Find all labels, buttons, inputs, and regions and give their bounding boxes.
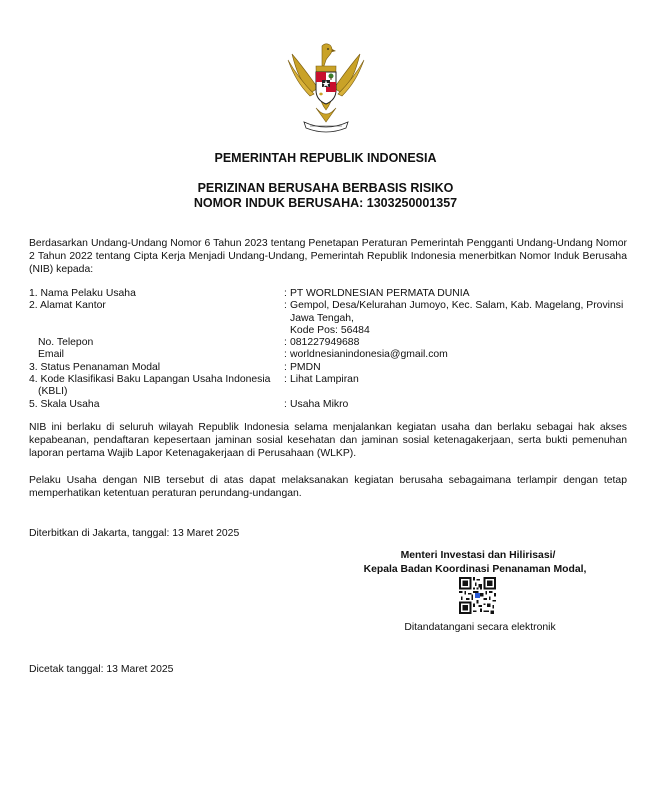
field-label: 2. Alamat Kantor xyxy=(29,300,106,312)
nib-statement: NIB ini berlaku di seluruh wilayah Republik Indonesia selama menjalankan kegiatan usaha dan berlaku sebagai hak akses kepabeanan, pendaftaran kepesertaan jaminan sosial kesehatan dan jaminan sosial ketenagakerjaan, serta bukti pemenuhan laporan pertama Wajib Lapor Ketenagakerjaan di Perusahaan (WLKP). xyxy=(29,422,627,460)
business-actor-statement: Pelaku Usaha dengan NIB tersebut di atas dapat melaksanakan kegiatan berusaha sebagaimana terlampir dengan tetap memperhatikan ketentuan peraturan perundang-undangan. xyxy=(29,475,627,500)
field-separator: : xyxy=(284,398,287,410)
field-phone xyxy=(29,337,629,349)
field-label: 1. Nama Pelaku Usaha xyxy=(29,288,136,299)
field-value: Lihat Lampiran xyxy=(290,374,359,386)
field-email xyxy=(29,349,629,361)
field-business-scale xyxy=(29,399,629,411)
field-separator: : xyxy=(284,300,287,312)
field-value: PMDN xyxy=(290,361,321,373)
field-label: 5. Skala Usaha xyxy=(29,398,100,410)
field-business-name xyxy=(29,288,629,300)
head xyxy=(322,44,332,66)
government-heading: PEMERINTAH REPUBLIK INDONESIA xyxy=(214,151,437,165)
label-line: (KBLI) xyxy=(38,386,68,398)
field-kbli xyxy=(29,374,629,399)
address-line: Kode Pos: 56484 xyxy=(290,324,370,336)
qr-code xyxy=(459,577,496,614)
field-separator: : xyxy=(284,288,287,299)
field-separator: : xyxy=(284,337,287,349)
field-value xyxy=(290,300,629,337)
address-line: Jawa Tengah, xyxy=(290,312,354,324)
field-value: 081227949688 xyxy=(290,337,360,349)
field-office-address xyxy=(29,300,629,337)
nib-number: NOMOR INDUK BERUSAHA: 1303250001357 xyxy=(193,196,458,210)
field-value: worldnesianindonesia@gmail.com xyxy=(290,349,448,361)
electronic-signature-note: Ditandatangani secara elektronik xyxy=(404,622,556,633)
motto-ribbon xyxy=(304,122,348,132)
shield xyxy=(316,72,336,104)
garuda-emblem xyxy=(286,42,366,134)
signatory-title-line1: Menteri Investasi dan Hilirisasi/ xyxy=(400,550,556,561)
field-separator: : xyxy=(284,361,287,373)
field-label: Email xyxy=(38,349,64,361)
permit-title: PERIZINAN BERUSAHA BERBASIS RISIKO xyxy=(197,181,454,195)
field-separator: : xyxy=(284,349,287,361)
issued-date: Diterbitkan di Jakarta, tanggal: 13 Maret 2025 xyxy=(29,528,240,539)
business-details xyxy=(29,288,629,411)
signatory-title-line2: Kepala Badan Koordinasi Penanaman Modal, xyxy=(363,564,587,575)
intro-paragraph: Berdasarkan Undang-Undang Nomor 6 Tahun 2023 tentang Penetapan Peraturan Pemerintah Pengganti Undang-Undang Nomor 2 Tahun 2022 tentang Cipta Kerja Menjadi Undang-Undang, Pemerintah Republik Indonesia menerbitkan Nomor Induk Berusaha (NIB) kepada: xyxy=(29,238,627,276)
field-label: 3. Status Penanaman Modal xyxy=(29,361,161,373)
field-value: Usaha Mikro xyxy=(290,398,349,410)
field-label: No. Telepon xyxy=(38,337,94,349)
printed-date: Dicetak tanggal: 13 Maret 2025 xyxy=(29,664,174,675)
field-separator: : xyxy=(284,374,287,386)
address-line: Gempol, Desa/Kelurahan Jumoyo, Kec. Salam, Kab. Magelang, Provinsi xyxy=(290,300,624,312)
field-investment-status xyxy=(29,362,629,374)
field-value: PT WORLDNESIAN PERMATA DUNIA xyxy=(290,288,470,299)
field-label xyxy=(29,374,284,399)
label-line: 4. Kode Klasifikasi Baku Lapangan Usaha Indonesia xyxy=(29,374,271,386)
